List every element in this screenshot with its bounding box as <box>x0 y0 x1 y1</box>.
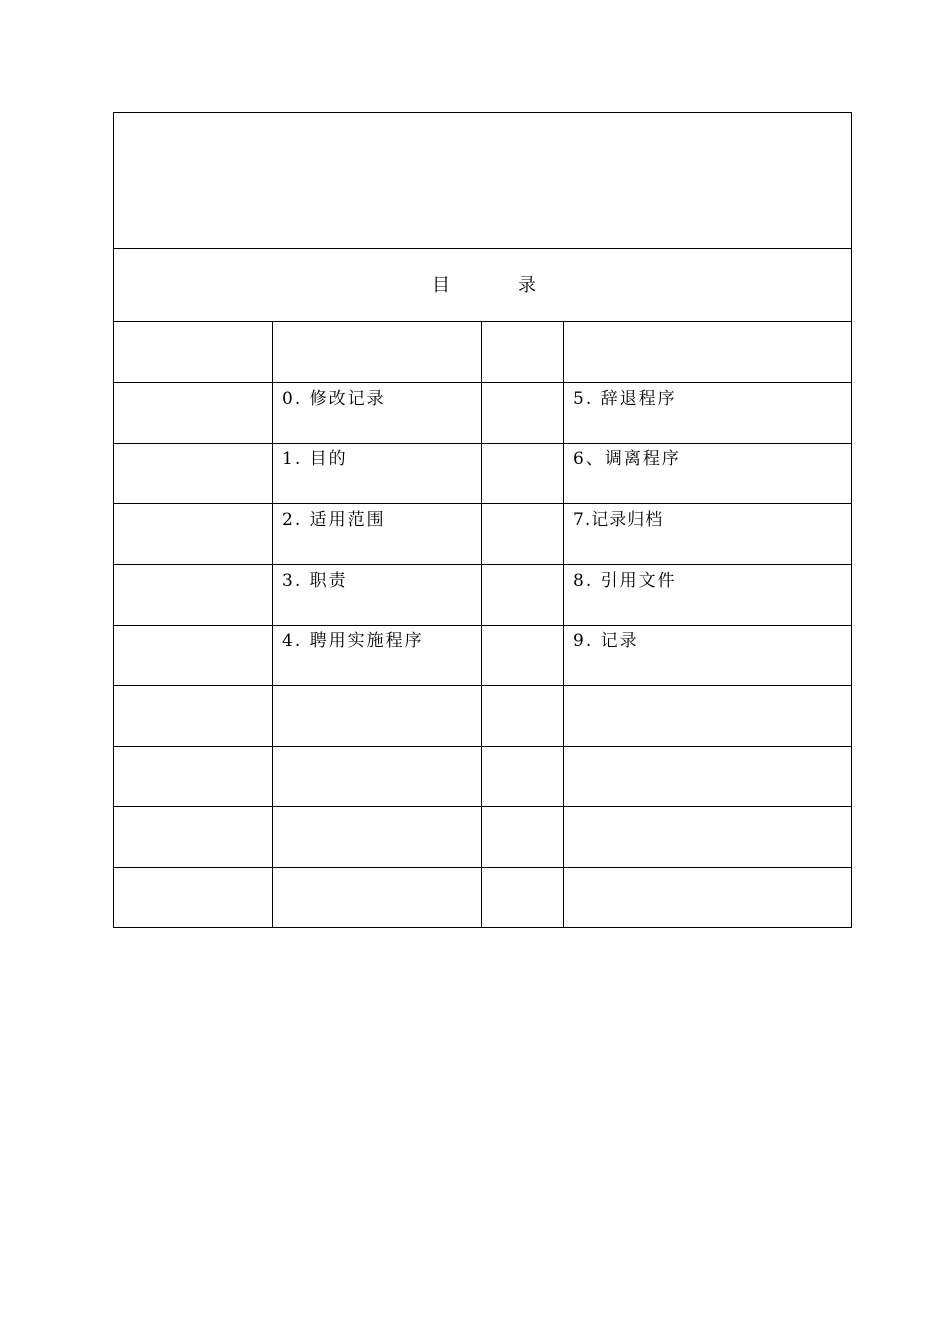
table-cell <box>564 686 851 746</box>
table-cell <box>273 746 482 806</box>
table-cell <box>114 867 273 927</box>
table-cell <box>564 746 851 806</box>
table-cell <box>114 686 273 746</box>
table-row <box>114 625 851 686</box>
table-cell <box>114 625 273 685</box>
table-cell <box>564 383 851 443</box>
document-table <box>113 112 852 928</box>
toc-item-5: 5. 辞退程序 <box>573 389 677 409</box>
table-cell <box>273 867 482 927</box>
toc-item-8: 8. 引用文件 <box>573 571 677 591</box>
table-row <box>114 807 851 868</box>
table-cell <box>273 807 482 867</box>
table-cell <box>482 504 564 564</box>
toc-item-2: 2. 适用范围 <box>282 510 386 530</box>
table-row <box>114 686 851 747</box>
table-cell <box>273 565 482 625</box>
table-cell <box>564 504 851 564</box>
table-row <box>114 746 851 807</box>
table-cell <box>273 686 482 746</box>
table-cell <box>564 443 851 503</box>
table-cell <box>114 443 273 503</box>
table-cell <box>482 867 564 927</box>
toc-item-4: 4. 聘用实施程序 <box>282 631 424 651</box>
table-cell <box>273 504 482 564</box>
table-cell <box>482 322 564 382</box>
table-row <box>114 383 851 444</box>
toc-item-7: 7.记录归档 <box>573 510 664 530</box>
toc-title-char-2: 录 <box>518 275 536 296</box>
table-cell <box>273 383 482 443</box>
table-cell <box>482 625 564 685</box>
table-cell <box>114 746 273 806</box>
table-row <box>114 443 851 504</box>
toc-item-1: 1. 目的 <box>282 449 348 469</box>
table-cell <box>273 322 482 382</box>
table-cell <box>114 322 273 382</box>
table-cell <box>564 807 851 867</box>
table-cell <box>114 383 273 443</box>
toc-item-0: 0. 修改记录 <box>282 389 386 409</box>
table-cell <box>564 867 851 927</box>
table-row <box>114 867 851 927</box>
table-cell <box>273 625 482 685</box>
table-cell <box>482 383 564 443</box>
table-cell <box>114 807 273 867</box>
table-cell <box>114 565 273 625</box>
table-cell <box>564 625 851 685</box>
toc-item-9: 9. 记录 <box>573 631 639 651</box>
table-cell <box>564 565 851 625</box>
table-row <box>114 322 851 383</box>
table-cell <box>482 746 564 806</box>
table-cell <box>114 504 273 564</box>
toc-item-6: 6、调离程序 <box>573 449 681 469</box>
toc-title-char-1: 目 <box>432 275 450 296</box>
header-block <box>114 113 851 249</box>
table-cell <box>273 443 482 503</box>
toc-grid <box>114 322 851 927</box>
table-cell <box>482 686 564 746</box>
table-cell <box>482 807 564 867</box>
table-cell <box>482 565 564 625</box>
toc-title-row <box>114 249 851 322</box>
table-cell <box>564 322 851 382</box>
toc-item-3: 3. 职责 <box>282 571 348 591</box>
table-row <box>114 504 851 565</box>
table-row <box>114 565 851 626</box>
table-cell <box>482 443 564 503</box>
